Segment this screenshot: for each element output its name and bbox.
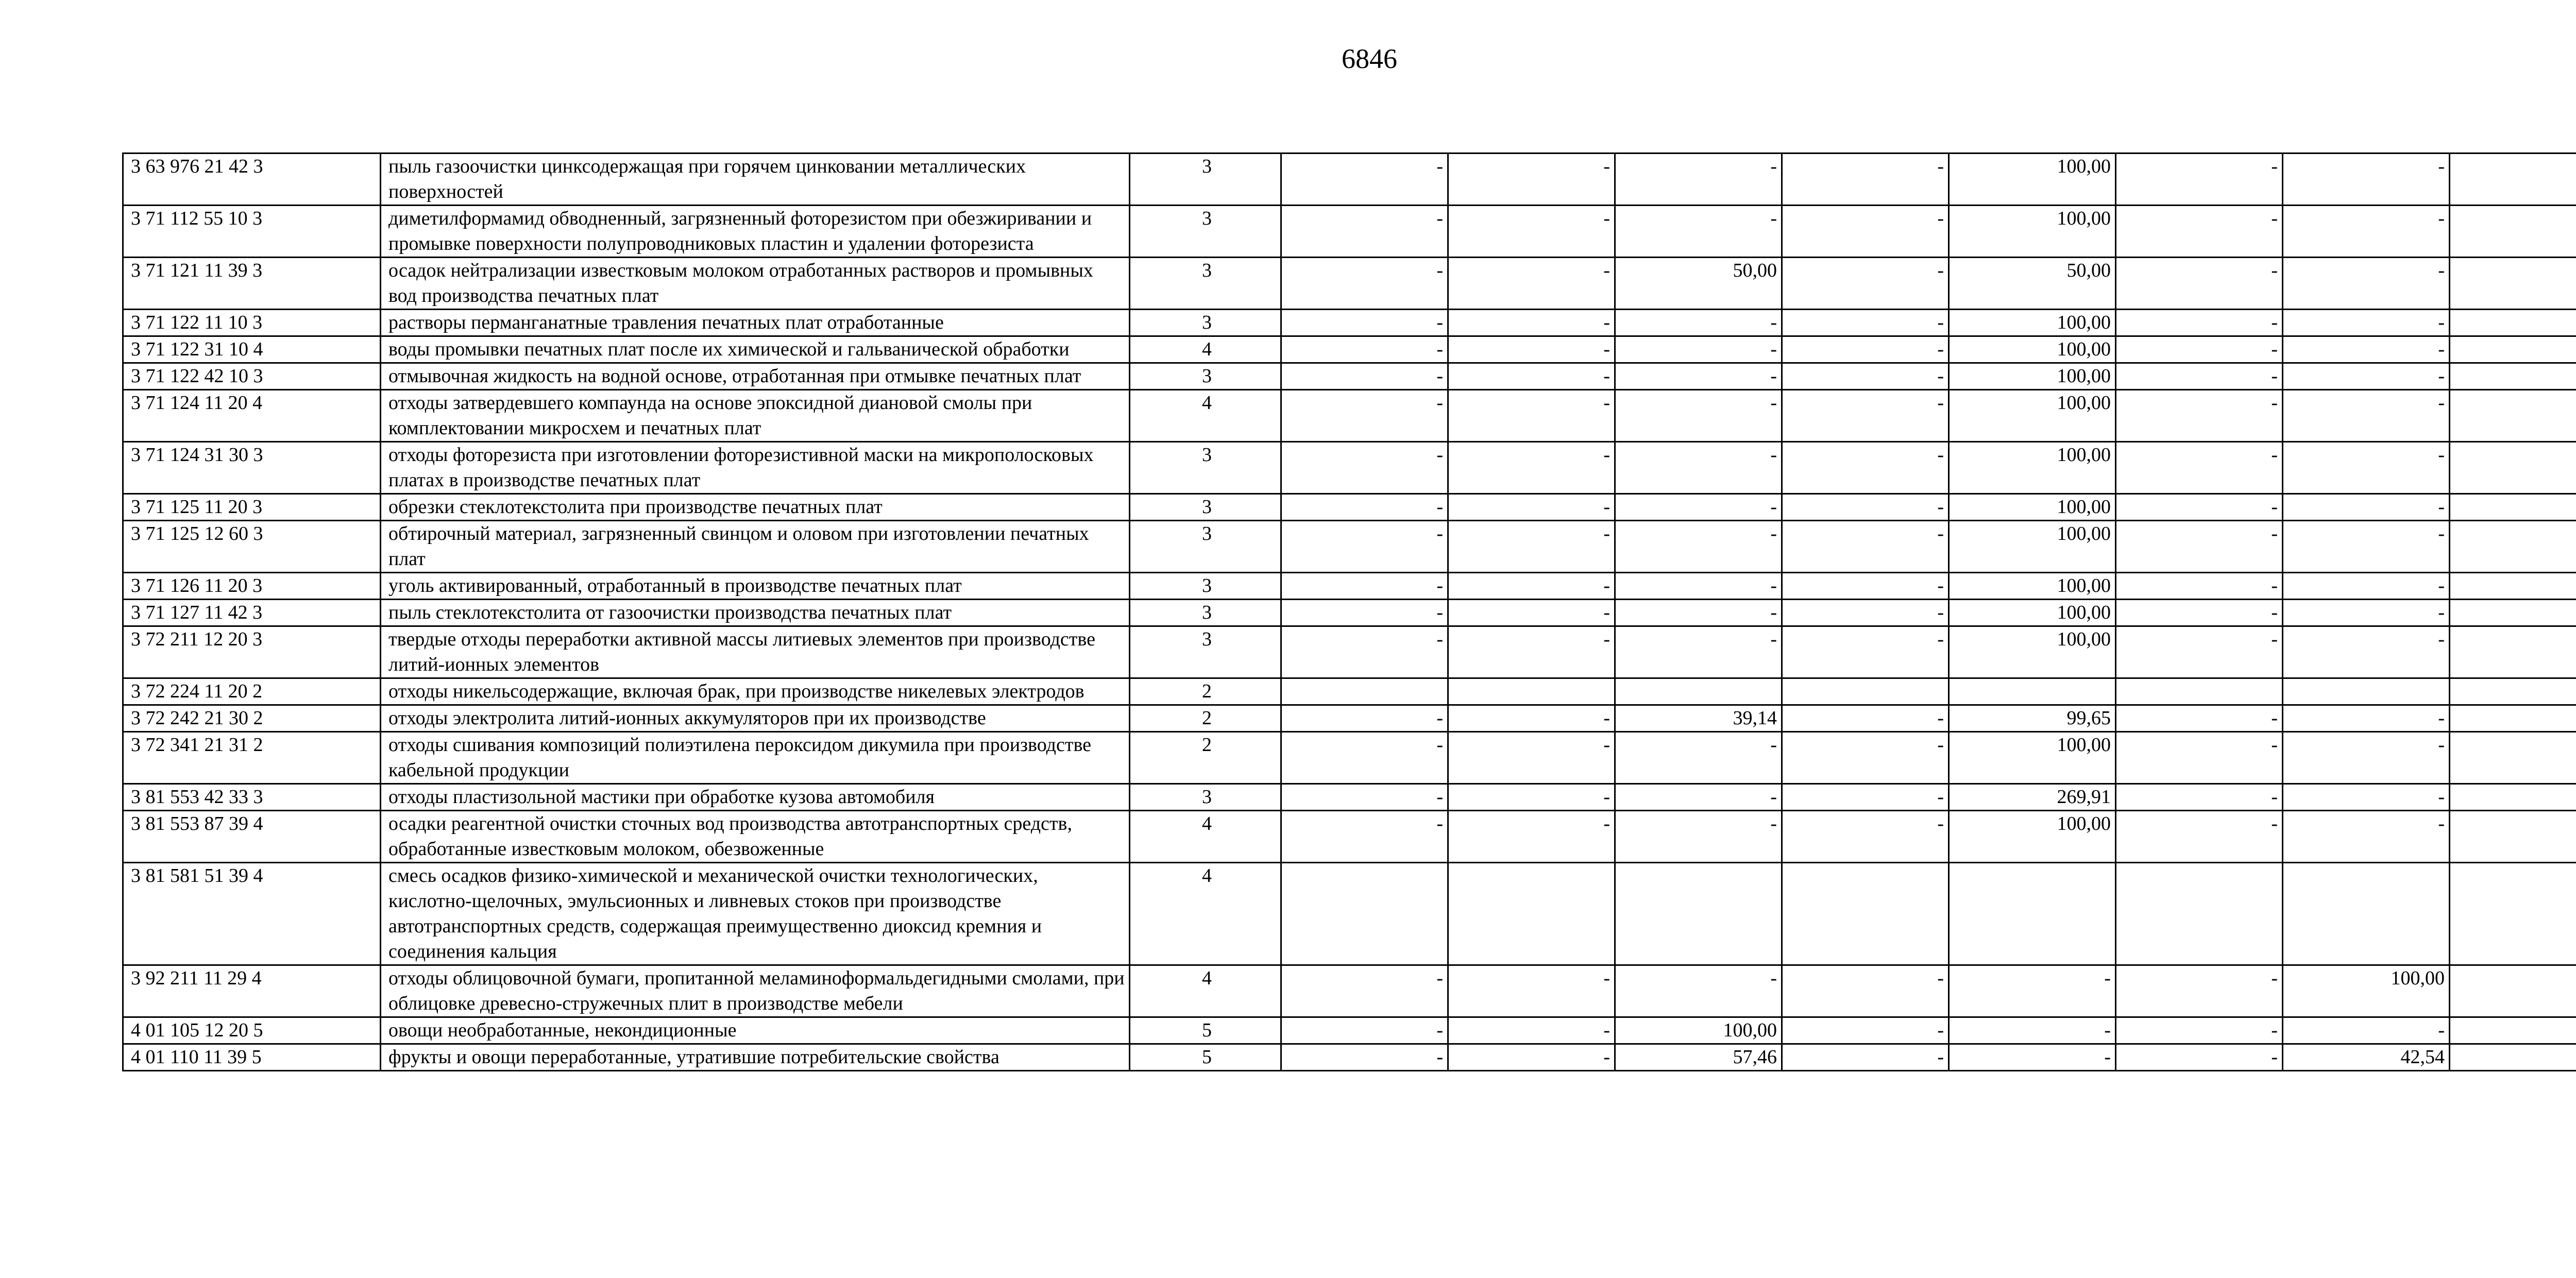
value-cell-1: - [1281,390,1448,442]
waste-code-cell: 3 71 122 31 10 4 [123,336,381,363]
value-cell-4: - [1782,390,1949,442]
value-cell-5: 100,00 [1949,600,2116,626]
hazard-class-cell: 3 [1130,310,1281,336]
value-cell-5 [1949,678,2116,705]
value-cell-3: 50,00 [1615,258,1782,310]
waste-name-cell: твердые отходы переработки активной массы литиевых элементов при производстве литий-ионных элементов [381,626,1130,678]
waste-name-cell: овощи необработанные, некондиционные [381,1017,1130,1044]
value-cell-8 [2450,784,2576,811]
value-cell-6: - [2116,442,2283,494]
value-cell-4: - [1782,784,1949,811]
waste-code-cell: 4 01 110 11 39 5 [123,1044,381,1071]
table-row [123,336,2576,363]
value-cell-1: - [1281,732,1448,784]
table-row [123,784,2576,811]
waste-code-cell: 3 71 125 12 60 3 [123,521,381,573]
value-cell-1: - [1281,600,1448,626]
value-cell-3: - [1615,811,1782,863]
hazard-class-cell: 5 [1130,1017,1281,1044]
value-cell-3 [1615,678,1782,705]
value-cell-5: 50,00 [1949,258,2116,310]
waste-name-cell: диметилформамид обводненный, загрязненный фоторезистом при обезжиривании и промывке поверхности полупроводниковых пластин и удалении фоторезиста [381,206,1130,258]
value-cell-1: - [1281,336,1448,363]
waste-name-cell: обтирочный материал, загрязненный свинцом и оловом при изготовлении печатных плат [381,521,1130,573]
value-cell-8 [2450,336,2576,363]
value-cell-8 [2450,732,2576,784]
value-cell-8 [2450,154,2576,206]
table-row [123,811,2576,863]
hazard-class-cell: 3 [1130,206,1281,258]
table-row [123,494,2576,521]
value-cell-7: - [2283,336,2450,363]
value-cell-4: - [1782,1044,1949,1071]
value-cell-3: - [1615,336,1782,363]
waste-name-cell: отходы никельсодержащие, включая брак, при производстве никелевых электродов [381,678,1130,705]
value-cell-2: - [1448,600,1615,626]
value-cell-7: - [2283,258,2450,310]
value-cell-5: 100,00 [1949,521,2116,573]
value-cell-1: - [1281,573,1448,600]
value-cell-8 [2450,363,2576,390]
waste-code-cell: 3 71 124 31 30 3 [123,442,381,494]
value-cell-2: - [1448,206,1615,258]
waste-name-cell: пыль стеклотекстолита от газоочистки производства печатных плат [381,600,1130,626]
value-cell-5: 99,65 [1949,705,2116,732]
value-cell-5: 100,00 [1949,336,2116,363]
waste-name-cell: отмывочная жидкость на водной основе, отработанная при отмывке печатных плат [381,363,1130,390]
value-cell-4: - [1782,600,1949,626]
value-cell-2: - [1448,521,1615,573]
table-body [123,154,2576,1071]
value-cell-2: - [1448,626,1615,678]
value-cell-1: - [1281,310,1448,336]
value-cell-6: - [2116,390,2283,442]
value-cell-7: - [2283,626,2450,678]
value-cell-7: - [2283,573,2450,600]
waste-code-cell: 3 71 125 11 20 3 [123,494,381,521]
waste-code-cell: 3 72 211 12 20 3 [123,626,381,678]
table-row [123,600,2576,626]
hazard-class-cell: 3 [1130,600,1281,626]
value-cell-1: - [1281,206,1448,258]
value-cell-7: 42,54 [2283,1044,2450,1071]
value-cell-8 [2450,1017,2576,1044]
value-cell-3: - [1615,206,1782,258]
value-cell-7: - [2283,310,2450,336]
table-row [123,154,2576,206]
hazard-class-cell: 4 [1130,811,1281,863]
table-row [123,258,2576,310]
value-cell-8 [2450,965,2576,1017]
waste-name-cell: пыль газоочистки цинксодержащая при горячем цинковании металлических поверхностей [381,154,1130,206]
hazard-class-cell: 2 [1130,678,1281,705]
value-cell-2: - [1448,363,1615,390]
value-cell-2: - [1448,965,1615,1017]
value-cell-4: - [1782,442,1949,494]
waste-name-cell: воды промывки печатных плат после их химической и гальванической обработки [381,336,1130,363]
value-cell-3: - [1615,494,1782,521]
value-cell-5: 100,00 [1949,811,2116,863]
waste-code-cell: 4 01 105 12 20 5 [123,1017,381,1044]
value-cell-6: - [2116,626,2283,678]
table-row [123,705,2576,732]
waste-code-cell: 3 81 553 87 39 4 [123,811,381,863]
hazard-class-cell: 4 [1130,965,1281,1017]
value-cell-6: - [2116,965,2283,1017]
value-cell-7: 100,00 [2283,965,2450,1017]
value-cell-5: 100,00 [1949,732,2116,784]
value-cell-8 [2450,521,2576,573]
value-cell-3: 39,14 [1615,705,1782,732]
value-cell-6 [2116,863,2283,965]
value-cell-8 [2450,310,2576,336]
waste-code-cell: 3 92 211 11 29 4 [123,965,381,1017]
value-cell-5: 100,00 [1949,206,2116,258]
value-cell-7: - [2283,442,2450,494]
value-cell-3: - [1615,965,1782,1017]
value-cell-8 [2450,206,2576,258]
value-cell-7: - [2283,390,2450,442]
value-cell-3: - [1615,600,1782,626]
value-cell-5: 100,00 [1949,494,2116,521]
waste-code-cell: 3 71 121 11 39 3 [123,258,381,310]
value-cell-3: 57,46 [1615,1044,1782,1071]
value-cell-1: - [1281,705,1448,732]
value-cell-6: - [2116,310,2283,336]
hazard-class-cell: 4 [1130,336,1281,363]
value-cell-1: - [1281,784,1448,811]
value-cell-8 [2450,494,2576,521]
value-cell-2: - [1448,1017,1615,1044]
waste-code-cell: 3 72 224 11 20 2 [123,678,381,705]
value-cell-4: - [1782,811,1949,863]
value-cell-3: - [1615,154,1782,206]
value-cell-8 [2450,705,2576,732]
waste-name-cell: отходы фоторезиста при изготовлении фоторезистивной маски на микрополосковых платах в производстве печатных плат [381,442,1130,494]
value-cell-1: - [1281,154,1448,206]
value-cell-6: - [2116,206,2283,258]
value-cell-4: - [1782,1017,1949,1044]
hazard-class-cell: 3 [1130,494,1281,521]
waste-name-cell: смесь осадков физико-химической и механической очистки технологических, кислотно-щелочных, эмульсионных и ливневых стоков при производстве автотранспортных средств, содержащая преимущественно диоксид кремния и соединения кальция [381,863,1130,965]
table-row [123,678,2576,705]
value-cell-5 [1949,863,2116,965]
waste-name-cell: уголь активированный, отработанный в производстве печатных плат [381,573,1130,600]
waste-name-cell: фрукты и овощи переработанные, утратившие потребительские свойства [381,1044,1130,1071]
hazard-class-cell: 3 [1130,363,1281,390]
value-cell-3: - [1615,521,1782,573]
value-cell-1: - [1281,494,1448,521]
value-cell-4: - [1782,310,1949,336]
value-cell-2: - [1448,1044,1615,1071]
value-cell-4: - [1782,258,1949,310]
value-cell-4: - [1782,363,1949,390]
value-cell-4: - [1782,965,1949,1017]
waste-code-cell: 3 81 581 51 39 4 [123,863,381,965]
value-cell-6: - [2116,1044,2283,1071]
value-cell-2 [1448,863,1615,965]
value-cell-8 [2450,600,2576,626]
value-cell-4: - [1782,494,1949,521]
value-cell-3: 100,00 [1615,1017,1782,1044]
value-cell-6: - [2116,732,2283,784]
waste-name-cell: отходы сшивания композиций полиэтилена пероксидом дикумила при производстве кабельной продукции [381,732,1130,784]
value-cell-3: - [1615,626,1782,678]
waste-code-cell: 3 72 341 21 31 2 [123,732,381,784]
value-cell-6: - [2116,600,2283,626]
value-cell-5: - [1949,965,2116,1017]
value-cell-2: - [1448,442,1615,494]
waste-name-cell: отходы облицовочной бумаги, пропитанной меламиноформальдегидными смолами, при облицовке древесно-стружечных плит в производстве мебели [381,965,1130,1017]
value-cell-3: - [1615,732,1782,784]
value-cell-3 [1615,863,1782,965]
waste-code-cell: 3 63 976 21 42 3 [123,154,381,206]
value-cell-1: - [1281,626,1448,678]
hazard-class-cell: 3 [1130,442,1281,494]
value-cell-5: 100,00 [1949,363,2116,390]
waste-code-cell: 3 71 112 55 10 3 [123,206,381,258]
waste-code-cell: 3 71 122 11 10 3 [123,310,381,336]
hazard-class-cell: 3 [1130,573,1281,600]
value-cell-6: - [2116,1017,2283,1044]
hazard-class-cell: 3 [1130,521,1281,573]
value-cell-2: - [1448,573,1615,600]
hazard-class-cell: 4 [1130,390,1281,442]
value-cell-2: - [1448,494,1615,521]
hazard-class-cell: 5 [1130,1044,1281,1071]
value-cell-2: - [1448,390,1615,442]
value-cell-7 [2283,863,2450,965]
table-row [123,1017,2576,1044]
value-cell-1: - [1281,811,1448,863]
value-cell-7: - [2283,600,2450,626]
value-cell-4: - [1782,573,1949,600]
value-cell-8 [2450,442,2576,494]
value-cell-7: - [2283,1017,2450,1044]
table-row [123,206,2576,258]
waste-code-cell: 3 71 126 11 20 3 [123,573,381,600]
value-cell-8 [2450,1044,2576,1071]
hazard-class-cell: 3 [1130,154,1281,206]
table-row [123,521,2576,573]
value-cell-6: - [2116,336,2283,363]
waste-name-cell: осадки реагентной очистки сточных вод производства автотранспортных средств, обработанные известковым молоком, обезвоженные [381,811,1130,863]
value-cell-2: - [1448,310,1615,336]
waste-name-cell: осадок нейтрализации известковым молоком отработанных растворов и промывных вод производства печатных плат [381,258,1130,310]
value-cell-2: - [1448,336,1615,363]
value-cell-8 [2450,811,2576,863]
table-row [123,310,2576,336]
value-cell-1: - [1281,965,1448,1017]
value-cell-1: - [1281,363,1448,390]
value-cell-2 [1448,678,1615,705]
value-cell-4: - [1782,206,1949,258]
waste-name-cell: отходы пластизольной мастики при обработке кузова автомобиля [381,784,1130,811]
table-row [123,732,2576,784]
value-cell-6: - [2116,573,2283,600]
hazard-class-cell: 2 [1130,732,1281,784]
value-cell-7: - [2283,154,2450,206]
value-cell-2: - [1448,784,1615,811]
value-cell-3: - [1615,363,1782,390]
value-cell-3: - [1615,390,1782,442]
value-cell-8 [2450,390,2576,442]
value-cell-1: - [1281,1044,1448,1071]
value-cell-2: - [1448,154,1615,206]
value-cell-2: - [1448,732,1615,784]
value-cell-4 [1782,863,1949,965]
hazard-class-cell: 3 [1130,626,1281,678]
value-cell-6: - [2116,494,2283,521]
value-cell-5: 100,00 [1949,626,2116,678]
value-cell-7: - [2283,363,2450,390]
value-cell-5: - [1949,1017,2116,1044]
value-cell-3: - [1615,784,1782,811]
waste-code-cell: 3 72 242 21 30 2 [123,705,381,732]
table-row [123,626,2576,678]
waste-code-cell: 3 71 127 11 42 3 [123,600,381,626]
value-cell-8 [2450,863,2576,965]
value-cell-5: 269,91 [1949,784,2116,811]
value-cell-5: 100,00 [1949,442,2116,494]
value-cell-4 [1782,678,1949,705]
value-cell-4: - [1782,521,1949,573]
table-row [123,363,2576,390]
value-cell-5: 100,00 [1949,154,2116,206]
table-row [123,1044,2576,1071]
value-cell-4: - [1782,626,1949,678]
value-cell-4: - [1782,705,1949,732]
value-cell-7 [2283,678,2450,705]
value-cell-1: - [1281,521,1448,573]
value-cell-7: - [2283,521,2450,573]
value-cell-6: - [2116,154,2283,206]
value-cell-3: - [1615,573,1782,600]
hazard-class-cell: 4 [1130,863,1281,965]
hazard-class-cell: 3 [1130,784,1281,811]
waste-name-cell: обрезки стеклотекстолита при производстве печатных плат [381,494,1130,521]
value-cell-3: - [1615,310,1782,336]
value-cell-1: - [1281,442,1448,494]
value-cell-4: - [1782,336,1949,363]
value-cell-1 [1281,863,1448,965]
value-cell-8 [2450,258,2576,310]
hazard-class-cell: 2 [1130,705,1281,732]
hazard-class-cell: 3 [1130,258,1281,310]
table-row [123,390,2576,442]
value-cell-7: - [2283,732,2450,784]
waste-table [122,152,2576,1071]
value-cell-7: - [2283,784,2450,811]
value-cell-6 [2116,678,2283,705]
value-cell-2: - [1448,811,1615,863]
value-cell-4: - [1782,154,1949,206]
page-number: 6846 [1342,43,1397,74]
value-cell-6: - [2116,363,2283,390]
value-cell-4: - [1782,732,1949,784]
waste-name-cell: отходы затвердевшего компаунда на основе эпоксидной диановой смолы при комплектовании микросхем и печатных плат [381,390,1130,442]
value-cell-5: 100,00 [1949,573,2116,600]
table-row [123,965,2576,1017]
value-cell-6: - [2116,521,2283,573]
value-cell-6: - [2116,811,2283,863]
table-row [123,442,2576,494]
waste-name-cell: отходы электролита литий-ионных аккумуляторов при их производстве [381,705,1130,732]
value-cell-7: - [2283,206,2450,258]
value-cell-5: - [1949,1044,2116,1071]
value-cell-2: - [1448,258,1615,310]
value-cell-1 [1281,678,1448,705]
value-cell-5: 100,00 [1949,390,2116,442]
value-cell-7: - [2283,705,2450,732]
waste-code-cell: 3 81 553 42 33 3 [123,784,381,811]
value-cell-8 [2450,626,2576,678]
waste-code-cell: 3 71 122 42 10 3 [123,363,381,390]
value-cell-2: - [1448,705,1615,732]
table-row [123,573,2576,600]
value-cell-7: - [2283,811,2450,863]
value-cell-5: 100,00 [1949,310,2116,336]
value-cell-6: - [2116,784,2283,811]
value-cell-8 [2450,573,2576,600]
value-cell-6: - [2116,705,2283,732]
value-cell-3: - [1615,442,1782,494]
value-cell-1: - [1281,1017,1448,1044]
waste-name-cell: растворы перманганатные травления печатных плат отработанные [381,310,1130,336]
value-cell-7: - [2283,494,2450,521]
value-cell-6: - [2116,258,2283,310]
waste-code-cell: 3 71 124 11 20 4 [123,390,381,442]
value-cell-8 [2450,678,2576,705]
table-row [123,863,2576,965]
value-cell-1: - [1281,258,1448,310]
